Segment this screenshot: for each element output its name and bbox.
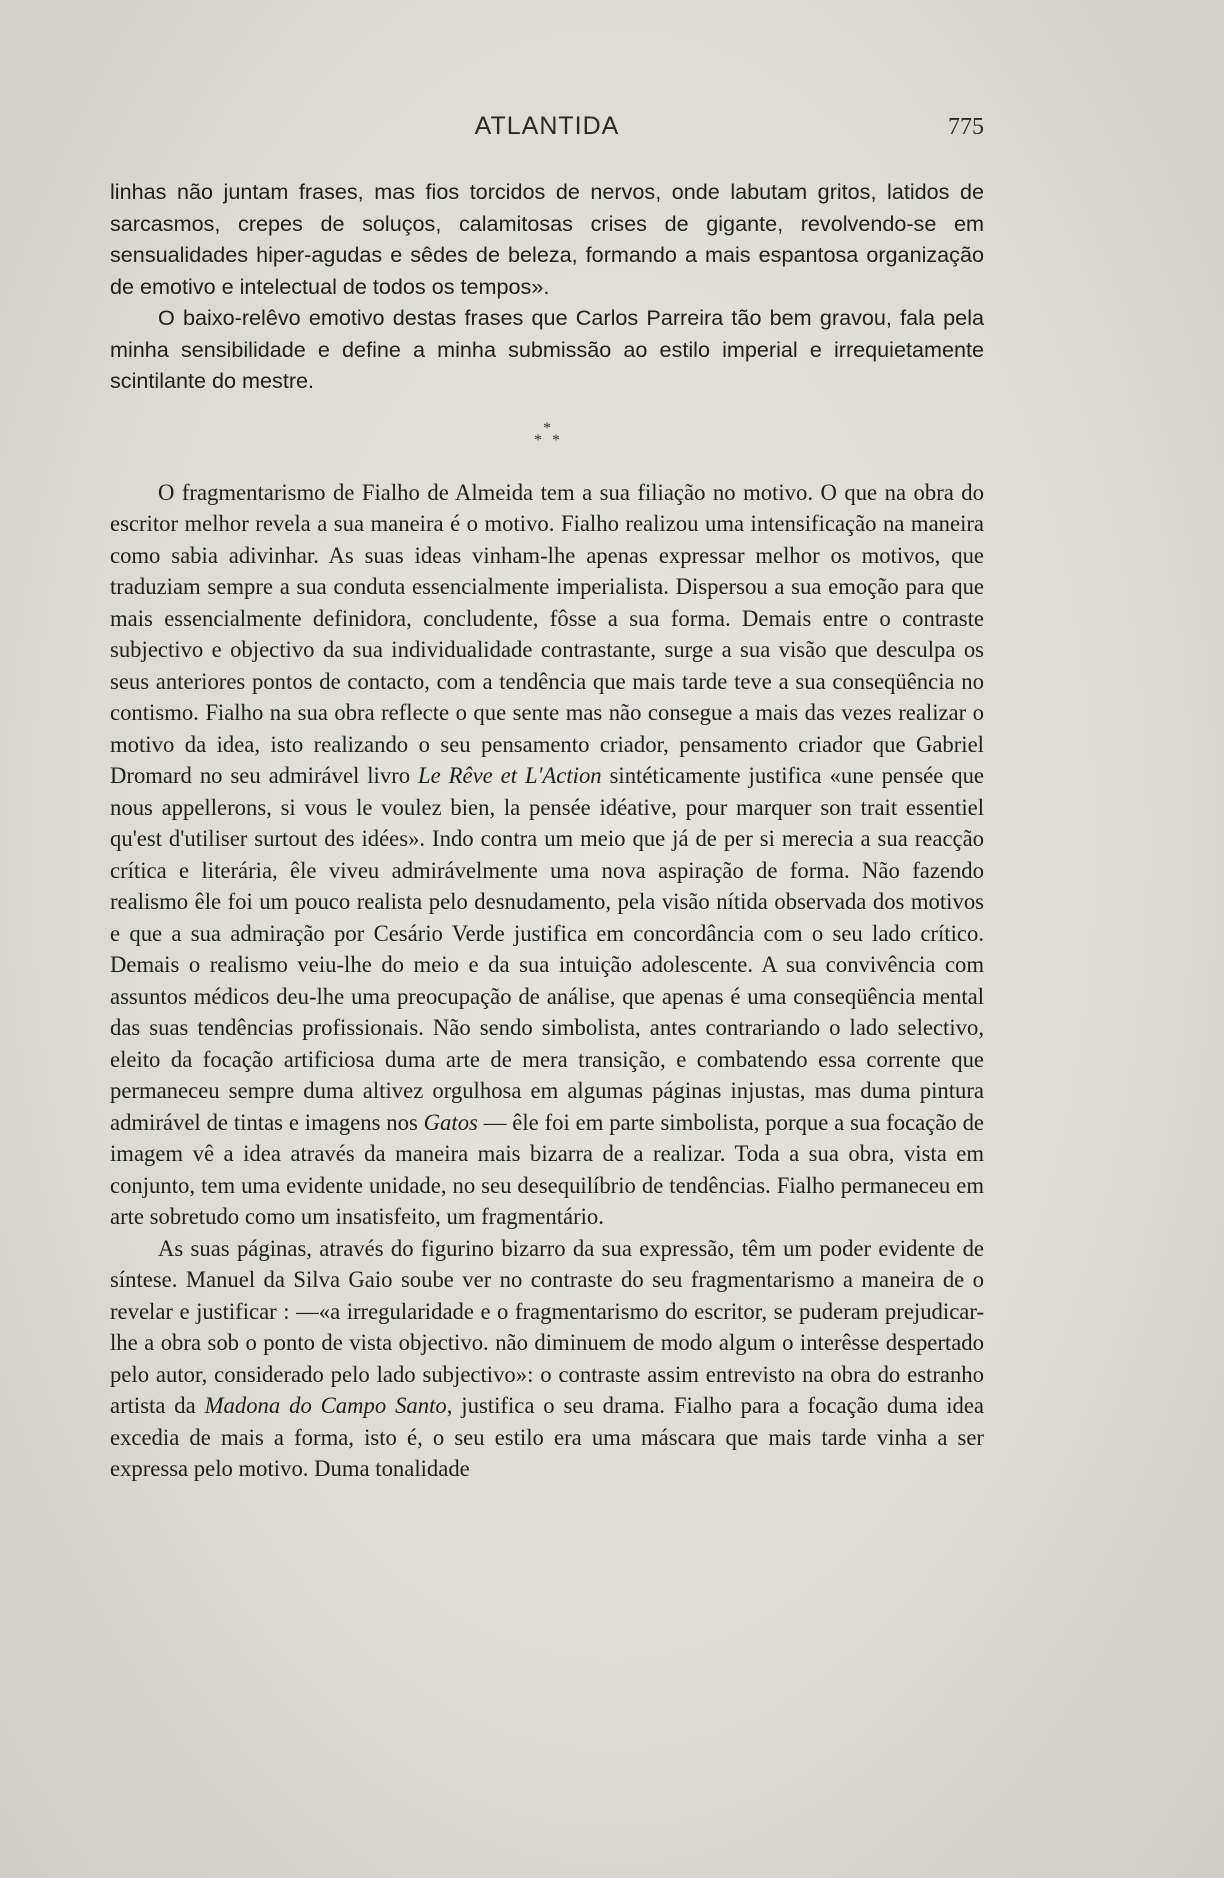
- paragraph-4: [110, 1233, 984, 1485]
- running-title: ATLANTIDA: [474, 112, 620, 140]
- asterism-separator: [110, 397, 984, 477]
- asterism-star-top: *: [543, 419, 551, 437]
- asterism-star-right: *: [552, 431, 560, 449]
- paragraph-1: linhas não juntam frases, mas fios torcidos de nervos, onde labutam gritos, latidos de sarcasmos, crepes de soluços, calamitosas crises de gigante, revolvendo-se em sensualidades hiper-agudas e sêdes de beleza, formando a mais espantosa organização de emotivo e intelectual de todos os tempos».: [110, 179, 984, 299]
- paragraph-3-text-b: sintéticamente justifica «une pensée que nous appellerons, si vous le voulez bien, la pensée idéative, pour marquer son trait essentiel qu'est d'utiliser surtout des idées». Indo contra um meio que já de per si merecia a sua reacção crítica e literária, êle viveu admirávelmente uma nova aspiração de forma. Não fazendo realismo êle foi um pouco realista pelo desnudamento, pela visão nítida observada dos motivos e que a sua admiração por Cesário Verde justifica em concordância com o seu lado crítico. Demais o realismo veiu-lhe do meio e da sua intuição adolescente. A sua convivência com assuntos médicos deu-lhe uma preocupação de análise, que apenas é uma conseqüência mental das suas tendências profissionais. Não sendo simbolista, antes contrariando o lado selectivo, eleito da focação artificiosa duma arte de mera transição, e combatendo essa corrente que permaneceu sempre duma altivez orgulhosa em algumas páginas injustas, mas duma pintura admirável de tintas e imagens nos: [110, 763, 984, 1135]
- paragraph-3-text-a: O fragmentarismo de Fialho de Almeida tem a sua filiação no motivo. O que na obra do escritor melhor revela a sua maneira é o motivo. Fialho realizou uma intensificação na maneira como sabia adivinhar. As suas ideas vinham-lhe apenas expressar melhor os motivos, que traduziam sempre a sua conduta essencialmente imperialista. Dispersou a sua emoção para que mais essencialmente definidora, concludente, fôsse a sua forma. Demais entre o contraste subjectivo e objectivo da sua individualidade contrastante, surge a sua visão que desculpa os seus anteriores pontos de contacto, com a tendência que mais tarde teve a sua conseqüência no contismo. Fialho na sua obra reflecte o que sente mas não consegue a mais das vezes realizar o motivo da idea, isto realizando o seu pensamento criador, pensamento criador que Gabriel Dromard no seu admirável livro: [110, 479, 984, 788]
- paragraph-4-text-a: As suas páginas, através do figurino bizarro da sua expressão, têm um poder evidente de síntese. Manuel da Silva Gaio soube ver no contraste do seu fragmentarismo a maneira de o revelar e justificar : —«a irregularidade e o fragmentarismo do escritor, se puderam prejudicar-lhe a obra sob o ponto de vista objectivo. não diminuem de modo algum o interêsse despertado pelo autor, considerado pelo lado subjectivo»: o contraste assim entrevisto na obra do estranho artista da: [110, 1235, 984, 1418]
- paragraph-2: O baixo-relêvo emotivo destas frases que Carlos Parreira tão bem gravou, fala pela minha sensibilidade e define a minha submissão ao estilo imperial e irrequietamente scintilante do mestre.: [110, 305, 984, 393]
- body-text: [110, 176, 984, 1485]
- book-title-madona: Madona do Campo Santo: [204, 1393, 447, 1418]
- book-title-gatos: Gatos: [423, 1109, 478, 1135]
- asterism-star-left: *: [534, 431, 542, 449]
- page-header: [110, 112, 984, 148]
- paragraph-3-text-c: — êle foi em parte simbolista, porque a sua focação de imagem vê a idea através da maneira mais bizarra de a realizar. Toda a sua obra, vista em conjunto, tem uma evidente unidade, no seu desequilíbrio de tendências. Fialho permaneceu em arte sobretudo como um insatisfeito, um fragmentário.: [110, 1109, 985, 1229]
- paragraph-4-text-b: , justifica o seu drama. Fialho para a focação duma idea excedia de mais a forma, isto é, o seu estilo era uma máscara que mais tarde vinha a ser expressa pelo motivo. Duma tonalidade: [110, 1393, 985, 1481]
- book-title-le-reve: Le Rêve et L'Action: [418, 763, 602, 788]
- paragraph-3: [110, 477, 984, 1233]
- page-number: 775: [948, 114, 984, 140]
